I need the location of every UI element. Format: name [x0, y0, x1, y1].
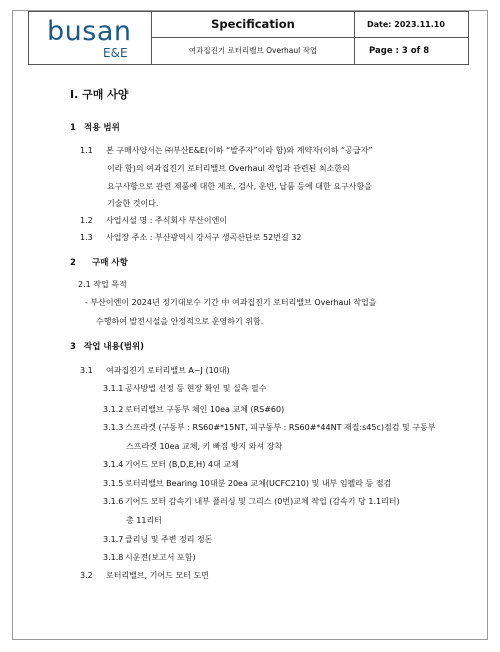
heading-3-title: 작업 내용(범위)	[84, 342, 144, 352]
work-item-number: 3.1.8	[103, 553, 124, 562]
logo-wordmark: busan	[47, 16, 132, 47]
clause-2-1-line: 수행하여 발전시설을 안정적으로 운영하기 위함.	[96, 317, 264, 326]
document-header-table	[28, 11, 469, 65]
heading-2-number: 2	[70, 258, 76, 268]
work-item-text: 스프라켓 10ea 교체, 키 빠짐 방지 와셔 장착	[126, 442, 283, 451]
work-item-number: 3.1.5	[103, 479, 124, 488]
page-number: Page : 3 of 8	[369, 46, 430, 56]
clause-1-1-line: 요구사항으로 관련 제품에 대한 제조, 검사, 운반, 납품 등에 대한 요구사항을	[107, 182, 372, 191]
work-item-text: 스프라켓 (구동부 : RS60#*15NT, 피구동부 : RS60#*44NT 재질:s45c)점검 및 구동부	[125, 423, 436, 432]
clause-1-2-text: 사업시설 명 : 주식회사 부산이엔이	[106, 216, 228, 225]
document-subtitle: 여과집진기 로터리밸브 Overhaul 작업	[152, 38, 355, 64]
clause-1-3-text: 사업장 주소 : 부산광역시 강서구 생곡산단로 52번길 32	[106, 233, 302, 242]
work-item-number: 3.1.1	[103, 384, 124, 393]
clause-1-1-line: 본 구매사양서는 ㈜부산E&E(이하 “발주자”이라 함)와 계약자(이하 “공급자”	[106, 146, 373, 155]
work-item-text: 시운전(보고서 포함)	[125, 553, 196, 562]
work-item-number: 3.1.6	[103, 497, 124, 506]
clause-1-1-line: 이라 함)의 여과집진기 로터리밸브 Overhaul 작업과 관련된 최소한의	[107, 164, 350, 173]
work-item-text: 총 11리터	[126, 516, 162, 525]
clause-3-1-number: 3.1	[80, 366, 93, 375]
work-item-text: 로터리밸브 Bearing 10대분 20ea 교체(UCFC210) 및 내부 임펠라 등 점검	[125, 479, 392, 488]
clause-3-2-number: 3.2	[80, 571, 93, 580]
work-item-number: 3.1.2	[103, 405, 124, 414]
clause-1-1-number: 1.1	[80, 146, 93, 155]
clause-2-1-title: 2.1 작업 목적	[78, 280, 127, 289]
clause-1-1-line: 기술한 것이다.	[107, 199, 159, 208]
logo-subtext: E&E	[103, 46, 128, 60]
clause-3-1-text: 여과집진기 로터리밸브 A~J (10대)	[106, 366, 230, 375]
clause-1-2-number: 1.2	[80, 216, 93, 225]
heading-3-number: 3	[70, 342, 76, 352]
heading-2-title: 구매 사항	[92, 258, 128, 268]
work-item-text: 기어드 모터 (B,D,E,H) 4대 교체	[125, 460, 239, 469]
work-item-text: 기어드 모터 감속기 내부 플러싱 및 그리스 (0번)교체 작업 (감속기 당 1.1리터)	[125, 497, 400, 506]
work-item-number: 3.1.3	[103, 423, 124, 432]
heading-1-number: 1	[70, 123, 76, 133]
document-title: Specification	[152, 12, 355, 38]
work-item-text: 클리닝 및 주변 정리 정돈	[125, 535, 213, 544]
work-item-number: 3.1.7	[103, 535, 124, 544]
heading-1-title: 적용 범위	[84, 123, 120, 133]
clause-2-1-line: - 부산이엔이 2024년 정기대보수 기간 中 여과집진기 로터리밸브 Overhaul 작업을	[85, 298, 377, 307]
section-title: Ⅰ. 구매 사양	[70, 88, 129, 101]
work-item-number: 3.1.4	[103, 460, 124, 469]
company-logo	[29, 12, 152, 64]
work-item-text: 공사방법 선정 등 현장 확인 및 실측 필수	[125, 384, 267, 393]
work-item-text: 로터리밸브 구동부 체인 10ea 교체 (RS#60)	[125, 405, 285, 414]
document-date: Date: 2023.11.10	[355, 12, 468, 38]
clause-3-2-text: 로터리밸브, 기어드 모터 도면	[106, 571, 209, 580]
clause-1-3-number: 1.3	[80, 233, 93, 242]
